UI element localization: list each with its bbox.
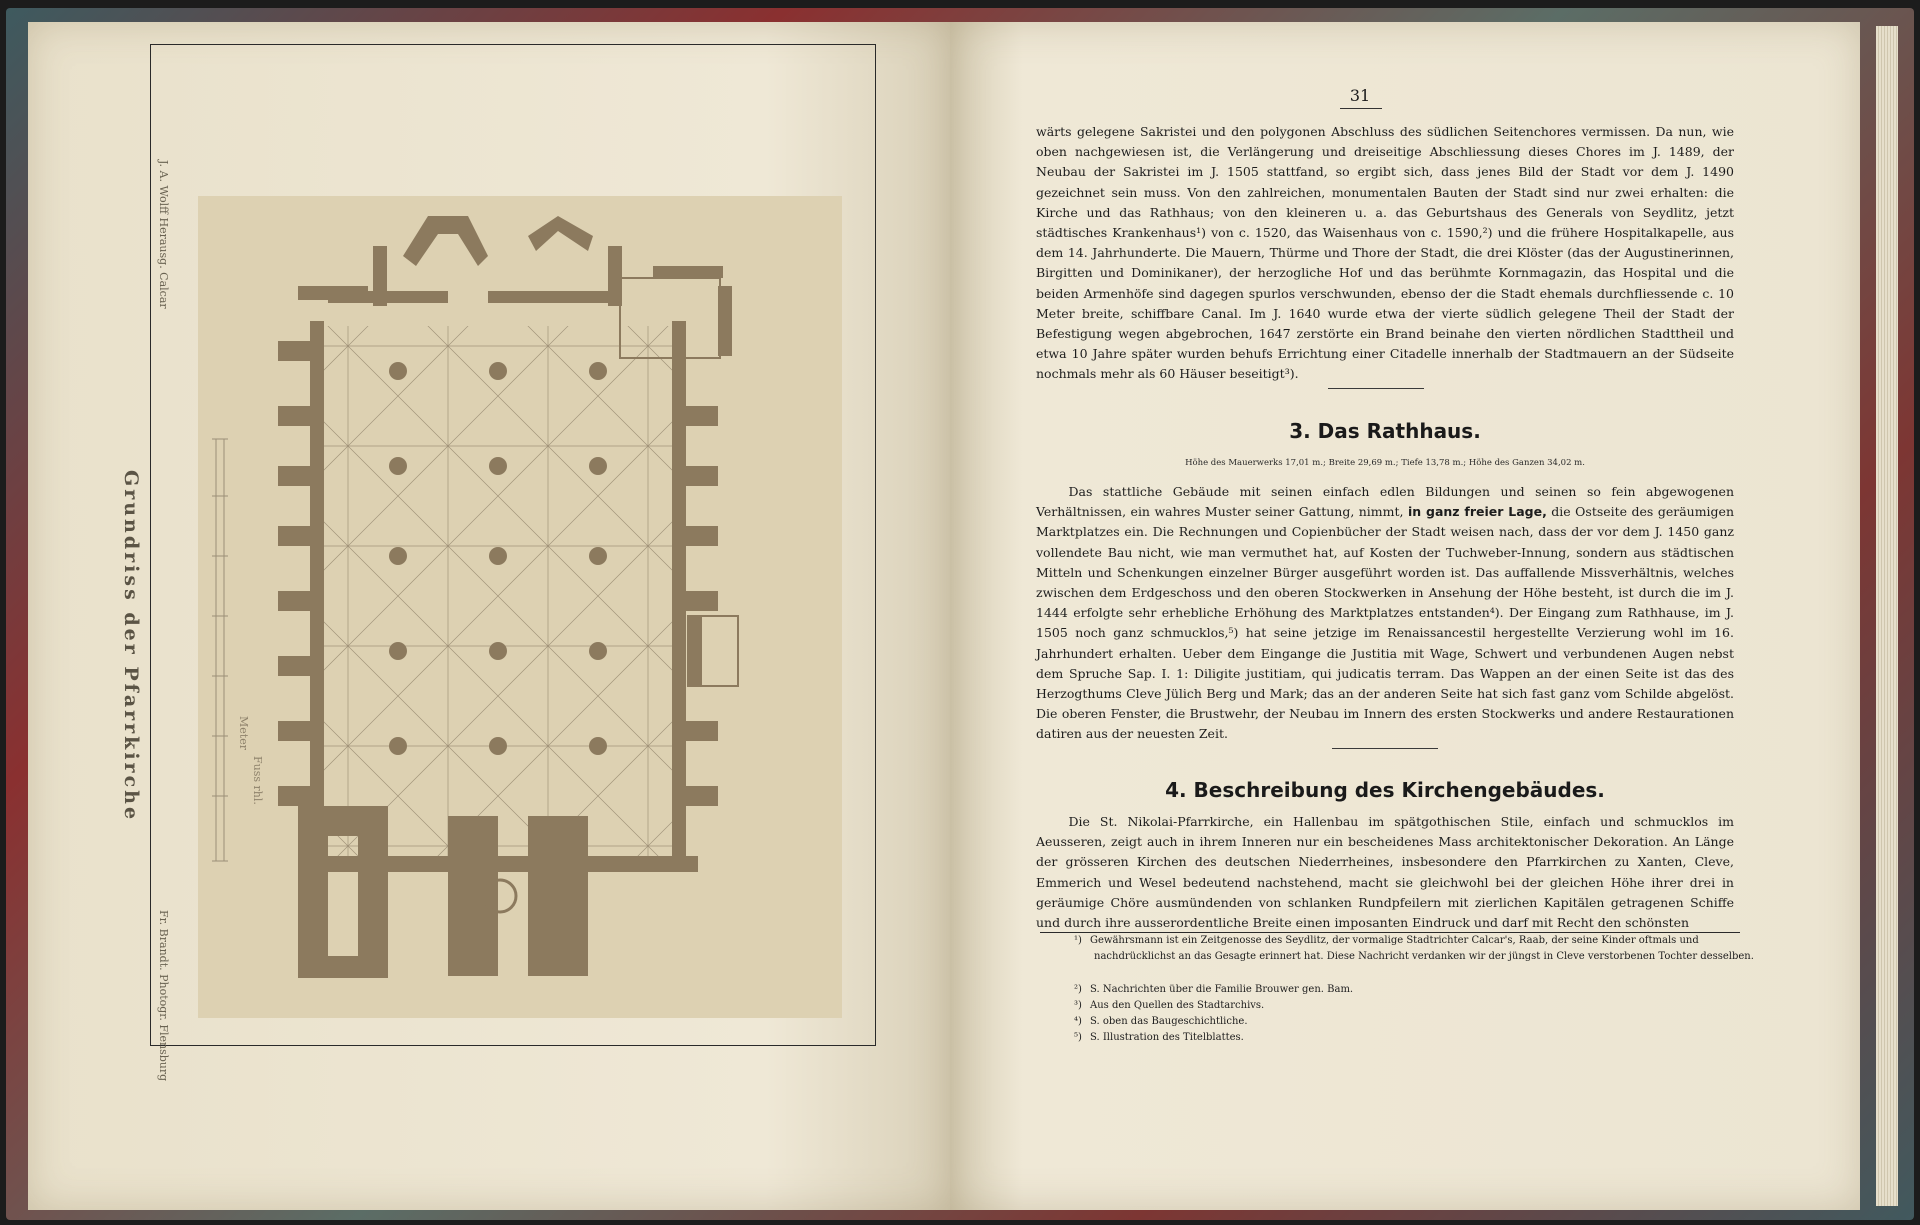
paragraph-2 xyxy=(1036,482,1734,745)
publisher-credit: J. A. Wolff Herausg. Calcar xyxy=(157,160,170,309)
paragraph-2-emphasis: in ganz freier Lage, xyxy=(1407,504,1547,520)
page-number-rule xyxy=(1340,108,1382,109)
heading-kirchengebaeude: 4. Beschreibung des Kirchengebäudes. xyxy=(1165,778,1605,802)
page-edges xyxy=(1876,26,1898,1206)
footnote-3: ³) Aus den Quellen des Stadtarchivs. xyxy=(1074,1000,1265,1011)
scale-label-fuss: Fuss rhl. xyxy=(251,756,264,805)
paragraph-3: Die St. Nikolai-Pfarrkirche, ein Hallenbau im spätgothischen Stile, einfach und schmucklos im Aeusseren, zeigt auch in ihrem Inneren nur ein bescheidenes Mass architektonischer Dekoration. An Länge der grösseren Kirchen des deutschen Niederrheines, insbesondere den Pfarrkirchen zu Xanten, Cleve, Emmerich und Wesel bedeutend nachstehend, macht sie gleichwohl bei der gleichen Höhe ihrer drei in geräumige Chöre ausmündenden von schlanken Rundpfeilern mit zierlichen Kapitälen getragenen Schiffe und durch ihre ausserordentliche Breite einen imposanten Eindruck und darf mit Recht den schönsten xyxy=(1036,814,1734,931)
paragraph-2-part-b: die Ostseite des geräumigen Marktplatzes ein. Die Rechnungen und Copienbücher der Stadt weisen nach, dass der vor dem J. 1450 ganz vollendete Bau nicht, wie man vermuthet hat, auf Kosten der Tuchweber-Innung, sondern aus städtischen Mitteln und Schenkungen einzelner Bürger ausgeführt worden ist. Das auffallende Missverhältnis, welches zwischen dem Erdgeschoss und den oberen Stockwerken in Ansehung der Höhe besteht, ist durch die im J. 1444 erfolgte sehr erhebliche Erhöhung des Marktplatzes entstanden⁴). Der Eingang zum Rathhause, im J. 1505 noch ganz schmucklos,⁵) hat seine jetzige im Renaissancestil hergestellte Verzierung wohl im 16. Jahrhundert erhalten. Ueber dem Eingange die Justitia mit Wage, Schwert und verbundenen Augen nebst dem Spruche Sap. I. 1: Diligite justitiam, qui judicatis terram. Das Wappen an der einen Seite ist das des Herzogthums Cleve Jülich Berg und Mark; das an der anderen Seite hat sich fast ganz vom Schilde abgelöst. Die oberen Fenster, die Brustwehr, der Neubau im Innern des ersten Stockwerks und andere Restaurationen datiren aus der neuesten Zeit. xyxy=(1036,504,1734,742)
footnote-2: ²) S. Nachrichten über die Familie Brouwer gen. Bam. xyxy=(1074,984,1354,995)
plate-title: Grundriss der Pfarrkirche xyxy=(120,470,142,823)
scale-label-meter: Meter xyxy=(237,716,250,750)
church-floor-plan xyxy=(198,196,842,1018)
footnote-5: ⁵) S. Illustration des Titelblattes. xyxy=(1074,1032,1244,1043)
heading-rathhaus: 3. Das Rathhaus. xyxy=(1289,419,1481,443)
rathhaus-dimensions: Höhe des Mauerwerks 17,01 m.; Breite 29,69 m.; Tiefe 13,78 m.; Höhe des Ganzen 34,02 m. xyxy=(1185,458,1585,468)
photographer-credit: Fr. Brandt. Photogr. Flensburg xyxy=(157,910,170,1082)
section-divider-1 xyxy=(1328,388,1424,389)
page-number: 31 xyxy=(1349,86,1371,105)
paragraph-2-part-a: Das stattliche Gebäude mit seinen einfach edlen Bildungen und seinen so fein abgewogenen Verhältnissen, ein wahres Muster seiner Gattung, nimmt, xyxy=(1036,484,1734,520)
footnote-1: ¹) Gewährsmann ist ein Zeitgenosse des Seydlitz, der vormalige Stadtrichter Calcar's, Raab, der seine Kinder oftmals und nachdrücklichst an das Gesagte erinnert hat. Diese Nachricht verdanken wir der jüngst in Cleve verstorbenen Tochter desselben. xyxy=(1074,935,1754,962)
footnote-4: ⁴) S. oben das Baugeschichtliche. xyxy=(1074,1016,1248,1027)
section-divider-2 xyxy=(1332,748,1438,749)
paragraph-1: wärts gelegene Sakristei und den polygonen Abschluss des südlichen Seitenchores vermissen. Da nun, wie oben nachgewiesen ist, die Verlängerung und dreiseitige Abschliessung dieses Chores im J. 1489, der Neubau der Sakristei im J. 1505 stattfand, so ergibt sich, dass jenes Bild der Stadt vor dem J. 1490 gezeichnet sein muss. Von den zahlreichen, monumentalen Bauten der Stadt sind nur zwei erhalten: die Kirche und das Rathhaus; von den kleineren u. a. das Geburtshaus des Generals von Seydlitz, jetzt städtisches Krankenhaus¹) von c. 1520, das Waisenhaus von c. 1590,²) und die frühere Hospitalkapelle, aus dem 14. Jahrhunderte. Die Mauern, Thürme und Thore der Stadt, die drei Klöster (das der Augustinerinnen, Birgitten und Dominikaner), der herzogliche Hof und das berühmte Kornmagazin, das Hospital und die beiden Armenhöfe sind dagegen spurlos verschwunden, ebenso der die Stadt ehemals durchfliessende c. 10 Meter breite, schiffbare Canal. Im J. 1640 wurde etwa der vierte südlich gelegene Theil der Stadt der Befestigung wegen abgebrochen, 1647 zerstörte ein Brand beinahe den vierten nördlichen Stadttheil und etwa 10 Jahre später wurden behufs Errichtung einer Citadelle innerhalb der Stadtmauern an der Südseite nochmals mehr als 60 Häuser beseitigt³). xyxy=(1036,124,1734,382)
floor-plan-photograph xyxy=(198,196,842,1018)
